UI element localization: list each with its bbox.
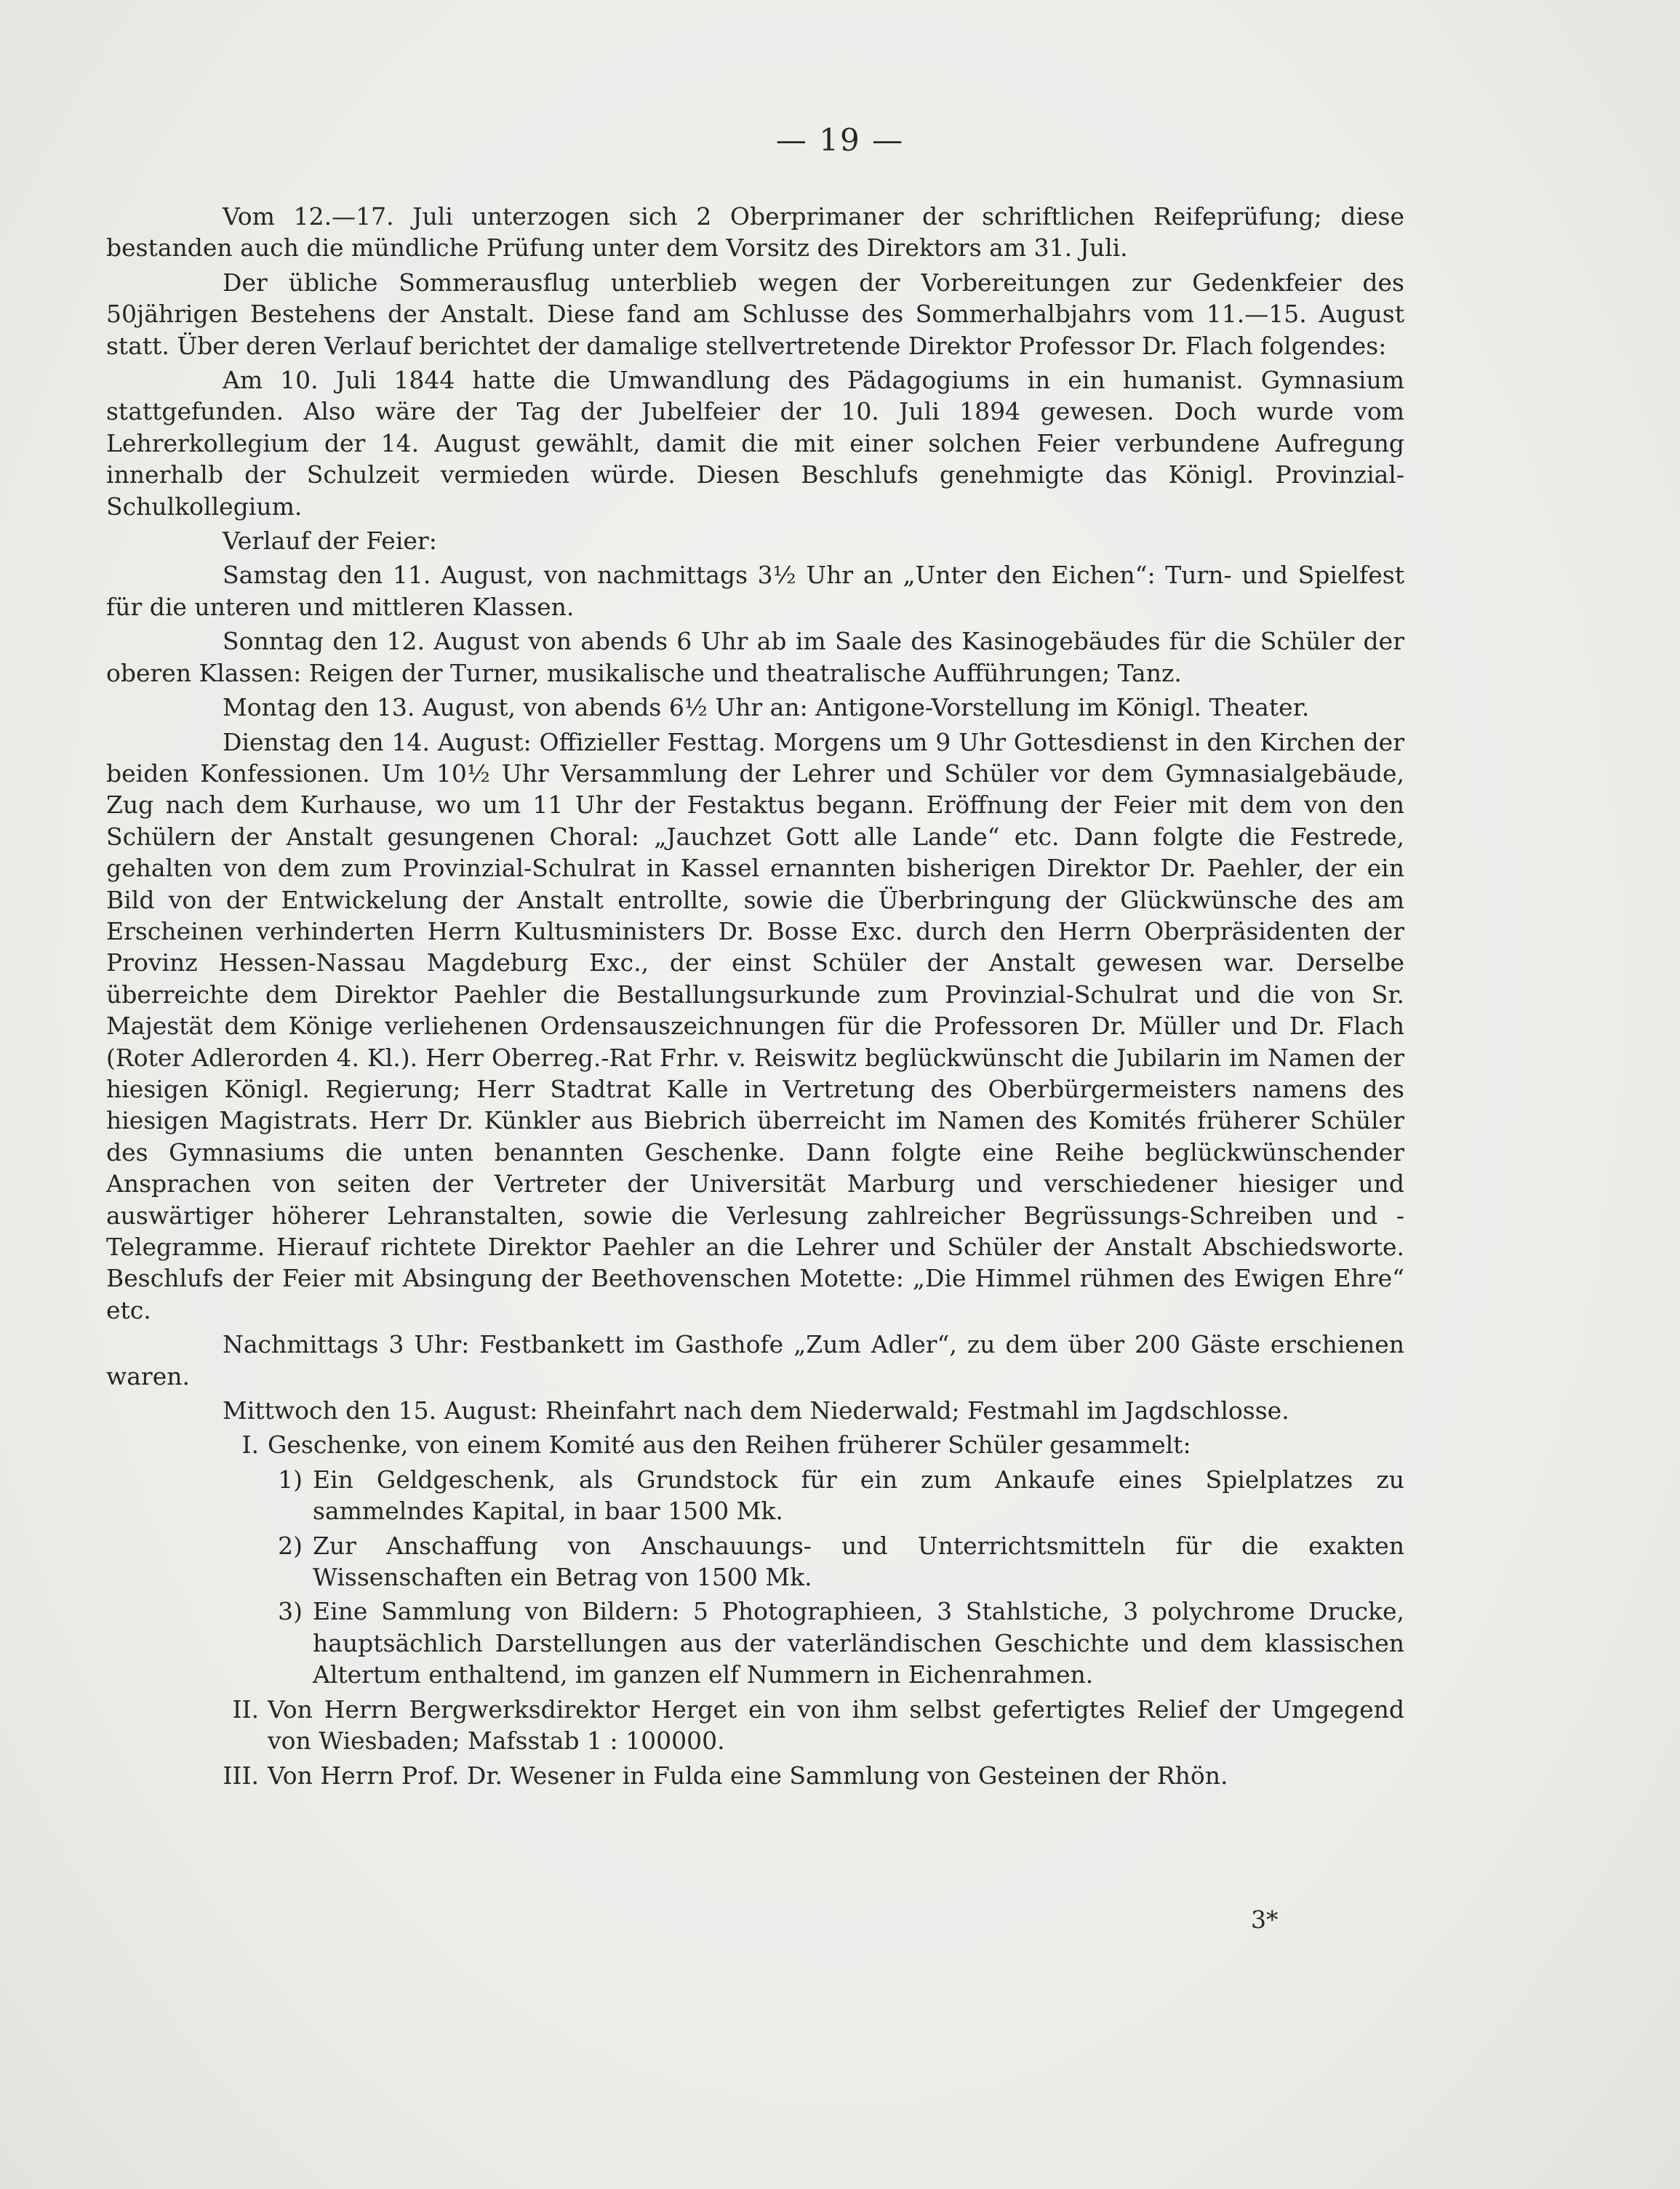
list-text: Geschenke, von einem Komité aus den Reihen früherer Schüler gesammelt:: [268, 1430, 1191, 1460]
list-item: [106, 1596, 1404, 1690]
paragraph: Samstag den 11. August, von nachmittags 3½ Uhr an „Unter den Eichen“: Turn- und Spielfest für die unteren und mittleren Klassen.: [106, 561, 1404, 621]
list-text: Eine Sammlung von Bildern: 5 Photographieen, 3 Stahlstiche, 3 polychrome Drucke, hauptsächlich Darstellungen aus der vaterländischen Geschichte und dem klassischen Altertum enthaltend, im ganzen elf Nummern in Eichenrahmen.: [313, 1597, 1404, 1689]
list-number: I.: [241, 1430, 259, 1460]
list-text: Von Herrn Prof. Dr. Wesener in Fulda eine Sammlung von Gesteinen der Rhön.: [268, 1761, 1228, 1790]
list-item: [106, 1429, 1404, 1460]
paragraph: Der übliche Sommerausflug unterblieb wegen der Vorbereitungen zur Gedenkfeier des 50jährigen Bestehens der Anstalt. Diese fand am Schlusse des Sommerhalbjahrs vom 11.—15. August statt. Über deren Verlauf berichtet der damalige stellvertretende Direktor Professor Dr. Flach folgendes:: [106, 268, 1404, 360]
list-number: III.: [223, 1761, 259, 1790]
paragraph: Dienstag den 14. August: Offizieller Festtag. Morgens um 9 Uhr Gottesdienst in den Kirchen der beiden Konfessionen. Um 10½ Uhr Versammlung der Lehrer und Schüler vor dem Gymnasialgebäude, Zug nach dem Kurhause, wo um 11 Uhr der Festaktus begann. Eröffnung der Feier mit dem von den Schülern der Anstalt gesungenen Choral: „Jauchzet Gott alle Lande“ etc. Dann folgte die Festrede, gehalten von dem zum Provinzial-Schulrat in Kassel ernannten bisherigen Direktor Dr. Paehler, der ein Bild von der Entwickelung der Anstalt entrollte, sowie die Überbringung der Glückwünsche des am Erscheinen verhinderten Herrn Kultusministers Dr. Bosse Exc. durch den Herrn Oberpräsidenten der Provinz Hessen-Nassau Magdeburg Exc., der einst Schüler der Anstalt gewesen war. Derselbe überreichte dem Direktor Paehler die Bestallungsurkunde zum Provinzial-Schulrat und die von Sr. Majestät dem Könige verliehenen Ordensauszeichnungen für die Professoren Dr. Müller und Dr. Flach (Roter Adlerorden 4. Kl.). Herr Oberreg.-Rat Frhr. v. Reiswitz beglückwünscht die Jubilarin im Namen der hiesigen Königl. Regierung; Herr Stadtrat Kalle in Vertretung des Oberbürgermeisters namens des hiesigen Magistrats. Herr Dr. Künkler aus Biebrich überreicht im Namen des Komités früherer Schüler des Gymnasiums die unten benannten Geschenke. Dann folgte eine Reihe beglückwünschender Ansprachen von seiten der Vertreter der Universität Marburg und verschiedener hiesiger und auswärtiger höherer Lehranstalten, sowie die Verlesung zahlreicher Begrüssungs-Schreiben und -Telegramme. Hierauf richtete Direktor Paehler an die Lehrer und Schüler der Anstalt Abschiedsworte. Beschlufs der Feier mit Absingung der Beethovenschen Motette: „Die Himmel rühmen des Ewigen Ehre“ etc.: [106, 727, 1404, 1324]
paragraph: Mittwoch den 15. August: Rheinfahrt nach dem Niederwald; Festmahl im Jagdschlosse.: [223, 1396, 1289, 1425]
paragraph: Vom 12.—17. Juli unterzogen sich 2 Oberprimaner der schriftlichen Reifeprüfung; diese bestanden auch die mündliche Prüfung unter dem Vorsitz des Direktors am 31. Juli.: [106, 202, 1404, 263]
list-text: Von Herrn Bergwerksdirektor Herget ein von ihm selbst gefertigtes Relief der Umgegend von Wiesbaden; Mafsstab 1 : 100000.: [268, 1694, 1404, 1756]
list-item: [106, 1530, 1404, 1593]
paragraph: Nachmittags 3 Uhr: Festbankett im Gasthofe „Zum Adler“, zu dem über 200 Gäste erschienen waren.: [106, 1330, 1404, 1390]
list-text: Ein Geldgeschenk, als Grundstock für ein zum Ankaufe eines Spielplatzes zu sammelndes Kapital, in baar 1500 Mk.: [313, 1465, 1404, 1526]
signature-mark: 3*: [1251, 1905, 1279, 1934]
list-item: [106, 1760, 1404, 1791]
gifts-list: [106, 1429, 1404, 1790]
paragraph: Sonntag den 12. August von abends 6 Uhr ab im Saale des Kasinogebäudes für die Schüler der oberen Klassen: Reigen der Turner, musikalische und theatralische Aufführungen; Tanz.: [106, 627, 1404, 687]
list-text: Zur Anschaffung von Anschauungs- und Unterrichtsmitteln für die exakten Wissenschaften ein Betrag von 1500 Mk.: [313, 1531, 1404, 1592]
list-item: [106, 1694, 1404, 1757]
paragraph: Montag den 13. August, von abends 6½ Uhr an: Antigone-Vorstellung im Königl. Theater.: [223, 693, 1310, 722]
list-item: [106, 1464, 1404, 1527]
list-number: 2): [278, 1531, 303, 1560]
list-number: II.: [232, 1694, 259, 1724]
body-text: [106, 201, 1404, 1794]
list-number: 1): [278, 1465, 303, 1494]
paragraph: Am 10. Juli 1844 hatte die Umwandlung des Pädagogiums in ein humanist. Gymnasium stattgefunden. Also wäre der Tag der Jubelfeier der 10. Juli 1894 gewesen. Doch wurde vom Lehrerkollegium der 14. August gewählt, damit die mit einer solchen Feier verbundene Aufregung innerhalb der Schulzeit vermieden würde. Diesen Beschlufs genehmigte das Königl. Provinzial-Schulkollegium.: [106, 366, 1404, 521]
list-number: 3): [278, 1597, 303, 1626]
paragraph: Verlauf der Feier:: [223, 527, 437, 556]
page-number: — 19 —: [775, 122, 905, 158]
